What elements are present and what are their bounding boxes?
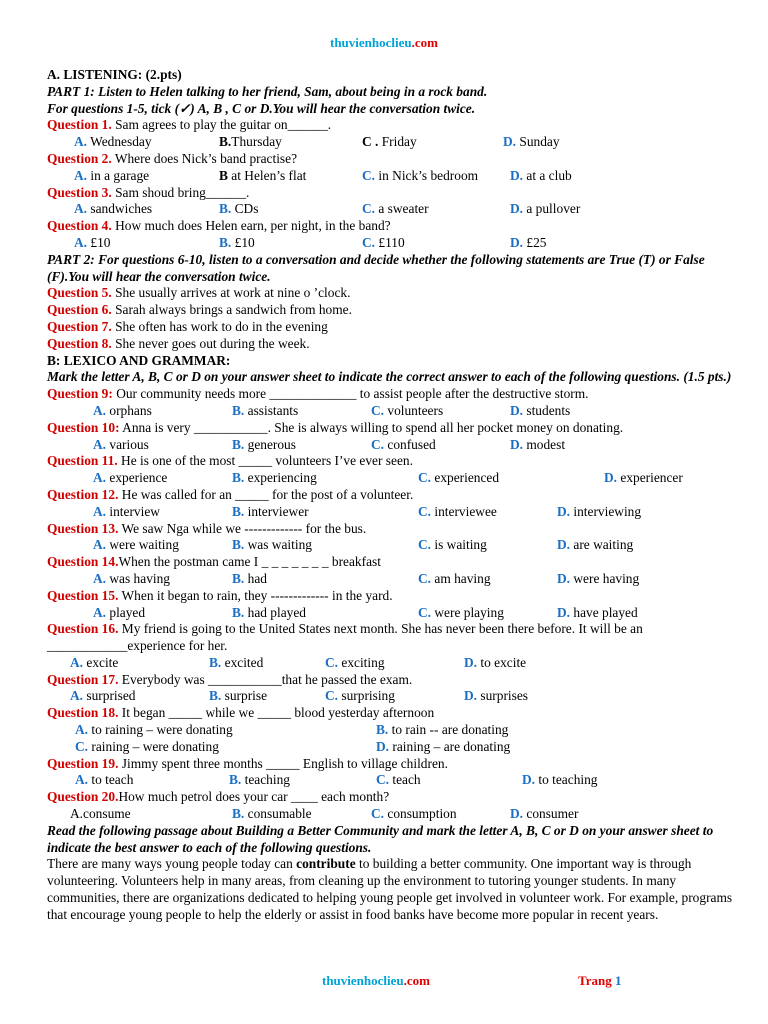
worksheet-content <box>47 67 747 924</box>
option-letter: B. <box>219 201 232 217</box>
site-header[interactable] <box>0 35 768 51</box>
option-letter: A. <box>74 167 88 183</box>
option-letter: C. <box>325 688 339 704</box>
options-q3 <box>47 201 747 218</box>
question-text: He is one of the most _____ volunteers I’ve ever seen. <box>117 453 413 469</box>
option-letter: C. <box>418 470 432 486</box>
option-text: to excite <box>477 654 527 670</box>
footer-site-name: thuvienhoclieu <box>322 973 404 988</box>
option-text: in Nick’s bedroom <box>375 167 479 183</box>
option-text: surprise <box>221 688 268 704</box>
option-d[interactable] <box>557 504 641 521</box>
option-text: consumption <box>384 806 457 822</box>
option-b[interactable] <box>219 168 306 185</box>
option-text: CDs <box>231 201 259 217</box>
option-letter: C . <box>362 134 379 150</box>
option-letter: A. <box>93 436 107 452</box>
option-text: surprises <box>477 688 528 704</box>
option-letter: C. <box>75 738 89 754</box>
option-text: Thursday <box>231 134 282 150</box>
option-d[interactable] <box>510 168 572 185</box>
question-text: Our community needs more _____________ to assist people after the destructive storm. <box>112 386 589 402</box>
option-letter: D. <box>464 654 478 670</box>
option-letter: A. <box>70 654 84 670</box>
section-b-instructions: Mark the letter A, B, C or D on your answer sheet to indicate the correct answer to each of the following questions. (1.5 pts.) <box>47 369 732 385</box>
option-letter: A. <box>75 722 89 738</box>
option-text: am having <box>431 570 491 586</box>
option-letter: D. <box>522 772 536 788</box>
option-text: to raining – were donating <box>88 722 233 738</box>
question-17 <box>47 672 747 689</box>
option-text: various <box>106 436 149 452</box>
option-letter: D. <box>510 234 524 250</box>
option-letter: D. <box>464 688 478 704</box>
part1-instructions: For questions 1-5, tick (✓) A, B , C or D.You will hear the conversation twice. <box>47 100 476 116</box>
question-label: Question 16. <box>47 621 119 637</box>
question-text: Anna is very ___________. She is always willing to spend all her pocket money on donating. <box>119 419 624 435</box>
question-4 <box>47 218 747 235</box>
option-letter: B. <box>219 134 232 150</box>
option-text: to teach <box>88 772 134 788</box>
option-d[interactable] <box>510 201 580 218</box>
page-num: 1 <box>614 973 622 988</box>
question-7 <box>47 319 747 336</box>
question-text: When it began to rain, they ------------- in the yard. <box>118 587 393 603</box>
option-letter: D. <box>557 570 571 586</box>
options-q14 <box>47 571 747 588</box>
question-text: Sarah always brings a sandwich from home. <box>111 302 352 318</box>
option-a[interactable] <box>74 235 110 252</box>
option-d[interactable] <box>510 437 565 454</box>
option-text: volunteers <box>384 402 444 418</box>
option-c[interactable] <box>362 201 429 218</box>
question-label: Question 9: <box>47 386 113 402</box>
options-q4 <box>47 235 747 252</box>
option-c[interactable] <box>362 235 405 252</box>
option-text: experience <box>106 470 168 486</box>
section-a-title: A. LISTENING: (2.pts) <box>47 67 182 82</box>
option-a[interactable] <box>93 437 149 454</box>
options-q18-row2 <box>47 739 747 756</box>
question-text: We saw Nga while we ------------- for the bus. <box>118 520 367 536</box>
option-letter: D. <box>503 134 517 150</box>
question-text: How much does Helen earn, per night, in the band? <box>111 218 391 234</box>
option-text: Sunday <box>516 134 560 150</box>
option-b[interactable] <box>232 504 309 521</box>
option-text: £25 <box>523 234 547 250</box>
option-a[interactable] <box>70 688 135 705</box>
option-letter: B. <box>232 503 245 519</box>
question-label: Question 7. <box>47 318 112 334</box>
option-letter: B <box>219 167 228 183</box>
option-b[interactable] <box>232 470 317 487</box>
question-label: Question 18. <box>47 705 119 721</box>
option-text: confused <box>384 436 436 452</box>
option-c[interactable] <box>75 739 219 756</box>
option-d[interactable] <box>464 688 528 705</box>
question-label: Question 1. <box>47 117 112 133</box>
option-letter: A. <box>93 604 107 620</box>
question-6 <box>47 302 747 319</box>
option-letter: A. <box>74 234 88 250</box>
question-text: Sam shoud bring______. <box>111 184 250 200</box>
option-letter: C. <box>418 604 432 620</box>
option-text: interviewer <box>244 503 309 519</box>
option-a[interactable] <box>74 201 152 218</box>
option-letter: D. <box>510 806 524 822</box>
option-text: have played <box>570 604 638 620</box>
options-q10 <box>47 437 747 454</box>
option-a[interactable] <box>70 806 131 823</box>
option-letter: B. <box>209 654 222 670</box>
footer-site-tld: .com <box>403 973 430 988</box>
options-q1 <box>47 134 747 151</box>
question-label: Question 14. <box>47 554 119 570</box>
option-letter: B. <box>376 722 389 738</box>
question-10 <box>47 420 747 437</box>
question-16 <box>47 621 747 638</box>
option-letter: A. <box>70 806 84 822</box>
option-text: had <box>244 570 267 586</box>
option-text: surprised <box>83 688 136 704</box>
option-c[interactable] <box>418 571 491 588</box>
options-q11 <box>47 470 747 487</box>
option-a[interactable] <box>74 134 152 151</box>
question-label: Question 2. <box>47 150 112 166</box>
option-b[interactable] <box>209 655 263 672</box>
option-letter: B. <box>232 436 245 452</box>
question-text: Everybody was ___________that he passed the exam. <box>118 671 413 687</box>
option-c[interactable] <box>371 403 443 420</box>
option-text: modest <box>523 436 566 452</box>
option-a[interactable] <box>74 168 149 185</box>
option-letter: C. <box>371 806 385 822</box>
option-b[interactable] <box>219 235 255 252</box>
option-text: excited <box>221 654 264 670</box>
option-text: were waiting <box>106 537 179 553</box>
option-text: played <box>106 604 146 620</box>
option-letter: C. <box>362 167 376 183</box>
page-number <box>578 973 621 989</box>
option-d[interactable] <box>510 235 546 252</box>
option-c[interactable] <box>371 437 436 454</box>
option-d[interactable] <box>604 470 683 487</box>
option-letter: D. <box>557 503 571 519</box>
option-letter: A. <box>74 201 88 217</box>
reading-passage <box>47 856 747 923</box>
option-a[interactable] <box>75 722 233 739</box>
question-3 <box>47 185 747 202</box>
question-13 <box>47 521 747 538</box>
option-letter: C. <box>418 503 432 519</box>
question-15 <box>47 588 747 605</box>
option-c[interactable] <box>418 537 487 554</box>
option-c[interactable] <box>371 806 457 823</box>
option-b[interactable] <box>376 722 508 739</box>
option-text: is waiting <box>431 537 487 553</box>
option-letter: D. <box>510 201 524 217</box>
option-b[interactable] <box>232 537 312 554</box>
option-text: consumer <box>523 806 579 822</box>
option-text: were having <box>570 570 640 586</box>
option-text: orphans <box>106 402 152 418</box>
option-letter: C. <box>376 772 390 788</box>
option-text: consume <box>83 806 131 822</box>
option-text: was waiting <box>244 537 312 553</box>
question-text: How much petrol does your car ____ each month? <box>118 789 390 805</box>
option-text: experienced <box>431 470 500 486</box>
option-a[interactable] <box>93 571 170 588</box>
option-b[interactable] <box>219 201 258 218</box>
option-letter: A. <box>93 570 107 586</box>
options-q15 <box>47 605 747 622</box>
option-text: to rain -- are donating <box>388 722 509 738</box>
option-text: experiencing <box>244 470 317 486</box>
question-text: He was called for an _____ for the post of a volunteer. <box>118 486 414 502</box>
option-letter: B. <box>232 470 245 486</box>
option-b[interactable] <box>232 403 298 420</box>
option-text: exciting <box>338 654 385 670</box>
option-letter: B. <box>232 570 245 586</box>
passage-text: There are many ways young people today can <box>47 856 297 872</box>
question-19 <box>47 756 747 773</box>
option-a[interactable] <box>93 504 160 521</box>
option-text: £110 <box>375 234 405 250</box>
passage-text: to building a better community. One important way is through volunteering. Volunteers help in many areas, from cleaning up the environment to tutoring younger students. In many communities, there are organizations dedicated to helping young people get involved in volunteer work. For example, programs that encourage young people to help the elderly or assist in food banks have become more popular in recent years. <box>47 856 733 922</box>
question-label: Question 8. <box>47 335 112 351</box>
question-text: Where does Nick’s band practise? <box>111 150 298 166</box>
question-label: Question 15. <box>47 587 119 603</box>
question-label: Question 6. <box>47 302 112 318</box>
question-text: She often has work to do in the evening <box>111 318 328 334</box>
section-b-title: B: LEXICO AND GRAMMAR: <box>47 352 231 368</box>
option-d[interactable] <box>522 772 598 789</box>
option-a[interactable] <box>70 655 118 672</box>
question-8 <box>47 336 747 353</box>
option-letter: C. <box>362 201 376 217</box>
option-text: £10 <box>231 234 255 250</box>
question-11 <box>47 453 747 470</box>
option-text: to teaching <box>535 772 598 788</box>
question-label: Question 13. <box>47 520 119 536</box>
option-text: £10 <box>87 234 111 250</box>
option-d[interactable] <box>510 403 570 420</box>
option-letter: B. <box>232 402 245 418</box>
question-text: She usually arrives at work at nine o ’clock. <box>111 285 351 301</box>
question-16-continuation: ____________experience for her. <box>47 638 228 654</box>
options-q2 <box>47 168 747 185</box>
option-text: at a club <box>523 167 572 183</box>
option-text: Wednesday <box>87 134 152 150</box>
option-text: are waiting <box>570 537 634 553</box>
option-text: a pullover <box>523 201 581 217</box>
option-letter: D. <box>376 738 390 754</box>
option-letter: D. <box>510 436 524 452</box>
part2-title: PART 2: For questions 6-10, listen to a conversation and decide whether the following statements are True (T) or False (F).You will hear the conversation twice. <box>47 251 705 284</box>
page-label: Trang <box>578 973 615 988</box>
option-text: teaching <box>241 772 290 788</box>
option-c[interactable] <box>418 504 497 521</box>
option-c[interactable] <box>376 772 421 789</box>
option-c[interactable] <box>362 134 417 151</box>
question-label: Question 4. <box>47 218 112 234</box>
option-letter: A. <box>75 772 89 788</box>
option-text: had played <box>244 604 307 620</box>
question-text: She never goes out during the week. <box>111 335 310 351</box>
option-letter: C. <box>371 436 385 452</box>
option-c[interactable] <box>325 688 395 705</box>
option-text: in a garage <box>87 167 150 183</box>
option-a[interactable] <box>93 403 152 420</box>
option-c[interactable] <box>418 470 499 487</box>
option-letter: C. <box>418 570 432 586</box>
option-letter: C. <box>362 234 376 250</box>
options-q13 <box>47 537 747 554</box>
question-18 <box>47 705 747 722</box>
option-text: teach <box>389 772 421 788</box>
question-label: Question 17. <box>47 671 119 687</box>
option-c[interactable] <box>418 605 504 622</box>
option-text: experiencer <box>617 470 683 486</box>
option-b[interactable] <box>232 437 296 454</box>
options-q12 <box>47 504 747 521</box>
part1-title: PART 1: Listen to Helen talking to her friend, Sam, about being in a rock band. <box>47 83 488 99</box>
option-d[interactable] <box>376 739 510 756</box>
option-letter: A. <box>74 134 88 150</box>
option-letter: A. <box>93 470 107 486</box>
option-letter: C. <box>325 654 339 670</box>
option-b[interactable] <box>209 688 267 705</box>
option-d[interactable] <box>557 537 633 554</box>
option-text: interviewee <box>431 503 497 519</box>
options-q18-row1 <box>47 722 747 739</box>
option-text: consumable <box>244 806 312 822</box>
question-12 <box>47 487 747 504</box>
option-letter: B. <box>229 772 242 788</box>
question-label: Question 3. <box>47 184 112 200</box>
option-letter: C. <box>371 402 385 418</box>
option-text: at Helen’s flat <box>227 167 307 183</box>
option-text: raining – were donating <box>88 738 219 754</box>
option-d[interactable] <box>557 605 638 622</box>
question-9 <box>47 386 747 403</box>
option-text: sandwiches <box>87 201 153 217</box>
option-b[interactable] <box>232 605 306 622</box>
options-q16 <box>47 655 747 672</box>
question-text: Jimmy spent three months _____ English to village children. <box>118 755 448 771</box>
option-text: assistants <box>244 402 299 418</box>
question-text: When the postman came I _ _ _ _ _ _ _ breakfast <box>118 554 381 570</box>
option-text: raining – are donating <box>389 738 511 754</box>
question-label: Question 5. <box>47 285 112 301</box>
site-tld: .com <box>411 35 438 50</box>
footer-site[interactable] <box>322 973 430 989</box>
question-label: Question 11. <box>47 453 118 469</box>
question-20 <box>47 789 747 806</box>
option-text: interviewing <box>570 503 642 519</box>
option-a[interactable] <box>75 772 133 789</box>
question-14 <box>47 554 747 571</box>
option-d[interactable] <box>510 806 578 823</box>
question-text: Sam agrees to play the guitar on______. <box>111 117 332 133</box>
option-letter: B. <box>232 537 245 553</box>
question-label: Question 20. <box>47 789 119 805</box>
option-b[interactable] <box>219 134 282 151</box>
question-label: Question 12. <box>47 486 119 502</box>
option-letter: D. <box>604 470 618 486</box>
option-text: generous <box>244 436 296 452</box>
question-5 <box>47 285 747 302</box>
option-text: were playing <box>431 604 504 620</box>
question-text: My friend is going to the United States next month. She has never been there before. It will be an <box>118 621 643 637</box>
option-d[interactable] <box>557 571 639 588</box>
option-b[interactable] <box>232 571 267 588</box>
option-text: interview <box>106 503 160 519</box>
option-c[interactable] <box>362 168 478 185</box>
options-q20 <box>47 806 747 823</box>
question-2 <box>47 151 747 168</box>
option-text: surprising <box>338 688 395 704</box>
option-text: Friday <box>378 134 417 150</box>
option-letter: A. <box>93 402 107 418</box>
options-q19 <box>47 772 747 789</box>
option-letter: C. <box>418 537 432 553</box>
option-text: was having <box>106 570 170 586</box>
question-label: Question 19. <box>47 755 119 771</box>
option-c[interactable] <box>325 655 385 672</box>
question-text: It began _____ while we _____ blood yesterday afternoon <box>118 705 435 721</box>
option-text: students <box>523 402 571 418</box>
option-letter: A. <box>70 688 84 704</box>
option-letter: B. <box>232 604 245 620</box>
option-letter: A. <box>93 503 107 519</box>
option-a[interactable] <box>93 470 167 487</box>
option-b[interactable] <box>232 806 312 823</box>
option-letter: A. <box>93 537 107 553</box>
option-a[interactable] <box>93 537 179 554</box>
option-letter: D. <box>510 402 524 418</box>
option-letter: B. <box>209 688 222 704</box>
option-d[interactable] <box>503 134 560 151</box>
option-letter: D. <box>510 167 524 183</box>
question-1 <box>47 117 747 134</box>
option-letter: B. <box>219 234 232 250</box>
option-text: excite <box>83 654 119 670</box>
options-q17 <box>47 688 747 705</box>
site-name: thuvienhoclieu <box>330 35 412 50</box>
passage-keyword: contribute <box>296 856 356 872</box>
option-text: a sweater <box>375 201 429 217</box>
options-q9 <box>47 403 747 420</box>
option-letter: D. <box>557 604 571 620</box>
question-label: Question 10: <box>47 419 120 435</box>
option-a[interactable] <box>93 605 145 622</box>
option-letter: D. <box>557 537 571 553</box>
option-letter: B. <box>232 806 245 822</box>
option-b[interactable] <box>229 772 290 789</box>
reading-instructions: Read the following passage about Building a Better Community and mark the letter A, B, C or D on your answer sheet to indicate the best answer to each of the following questions. <box>47 822 714 855</box>
option-d[interactable] <box>464 655 526 672</box>
